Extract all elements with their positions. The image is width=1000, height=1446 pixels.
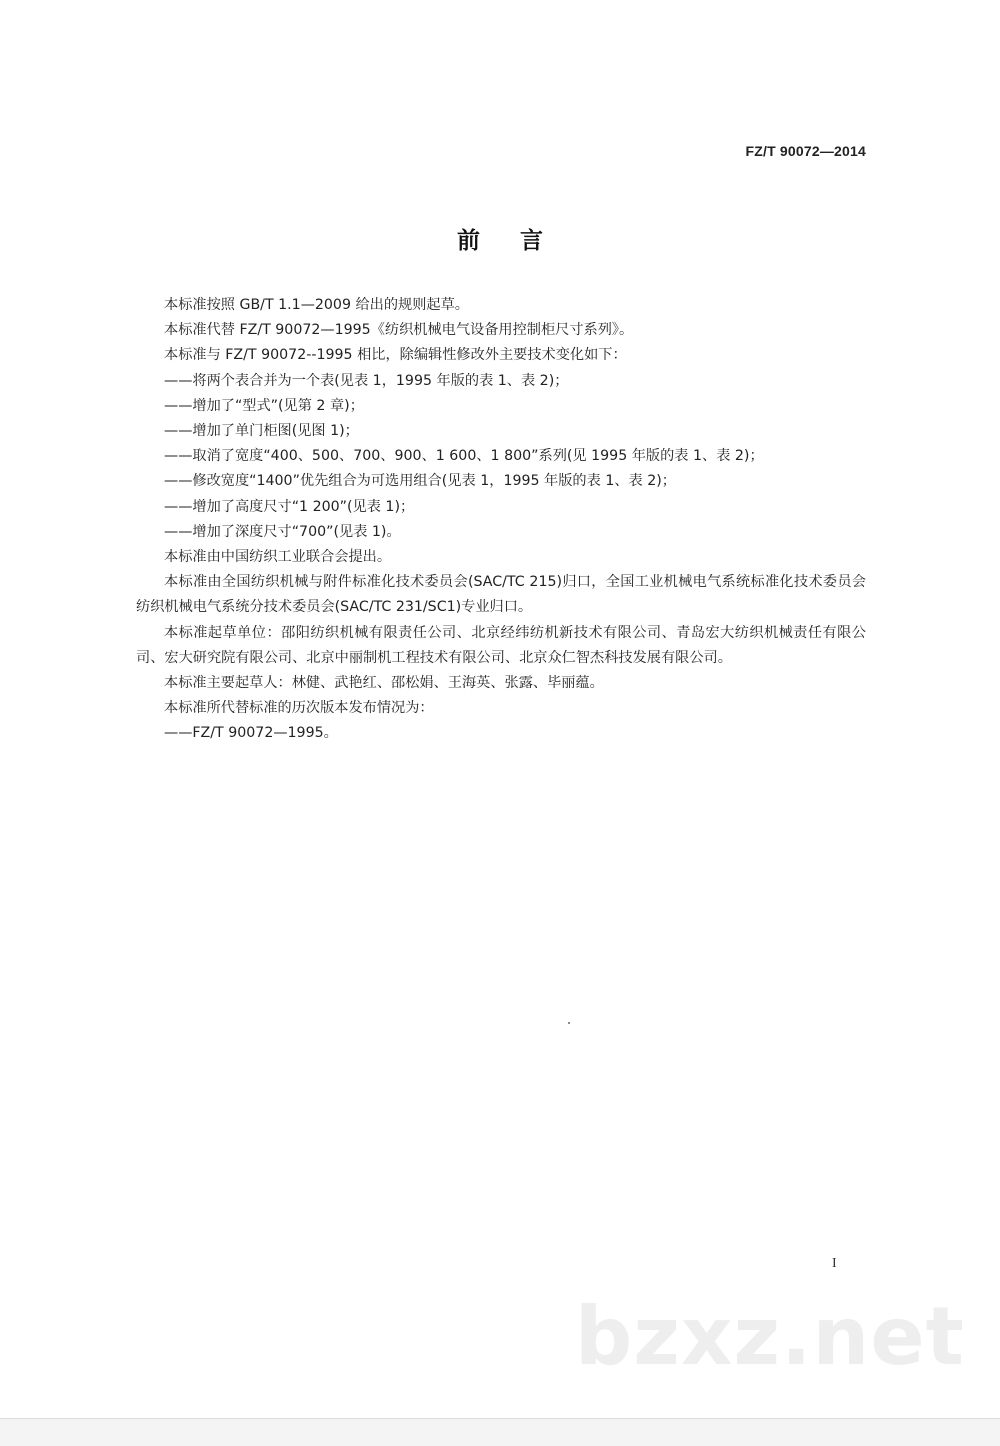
standard-code: FZ/T 90072—2014 (745, 143, 866, 159)
paragraph-previous-editions: 本标准所代替标准的历次版本发布情况为： (164, 700, 434, 717)
watermark: bzxz.net (575, 1290, 965, 1383)
paragraph-changes-intro: 本标准与 FZ/T 90072--1995 相比，除编辑性修改外主要技术变化如下： (164, 347, 627, 364)
paragraph-replaces: 本标准代替 FZ/T 90072—1995《纺织机械电气设备用控制柜尺寸系列》。 (164, 322, 634, 339)
page-title: 前言 (457, 228, 583, 254)
page-number: I (832, 1256, 837, 1271)
page-bottom-edge (0, 1418, 1000, 1446)
change-item: ——修改宽度“1400”优先组合为可选用组合(见表 1，1995 年版的表 1、表 2)； (164, 473, 676, 490)
scan-speck (568, 1022, 570, 1024)
change-item: ——将两个表合并为一个表(见表 1，1995 年版的表 1、表 2)； (164, 372, 569, 389)
foreword-body (136, 293, 866, 747)
paragraph-proposed-by: 本标准由中国纺织工业联合会提出。 (164, 549, 392, 566)
change-item: ——增加了单门柜图(见图 1)； (164, 423, 359, 440)
change-item: ——增加了“型式”(见第 2 章)； (164, 397, 364, 414)
paragraph-drafting-rules: 本标准按照 GB/T 1.1—2009 给出的规则起草。 (164, 297, 469, 313)
paragraph-drafters: 本标准主要起草人：林健、武艳红、邵松娟、王海英、张露、毕丽蕴。 (164, 675, 604, 692)
change-item: ——增加了深度尺寸“700”(见表 1)。 (164, 523, 401, 540)
paragraph-administered-by: 本标准由全国纺织机械与附件标准化技术委员会(SAC/TC 215)归口，全国工业机械电气系统标准化技术委员会纺织机械电气系统分技术委员会(SAC/TC 231/SC1)专业归口。 (136, 574, 866, 616)
change-item: ——取消了宽度“400、500、700、900、1 600、1 800”系列(见 1995 年版的表 1、表 2)； (164, 448, 764, 465)
change-item: ——增加了高度尺寸“1 200”(见表 1)； (164, 498, 415, 515)
paragraph-drafting-units: 本标准起草单位：邵阳纺织机械有限责任公司、北京经纬纺机新技术有限公司、青岛宏大纺织机械责任有限公司、宏大研究院有限公司、北京中丽制机工程技术有限公司、北京众仁智杰科技发展有限公司。 (136, 624, 866, 666)
previous-edition-item: ——FZ/T 90072—1995。 (164, 725, 338, 742)
